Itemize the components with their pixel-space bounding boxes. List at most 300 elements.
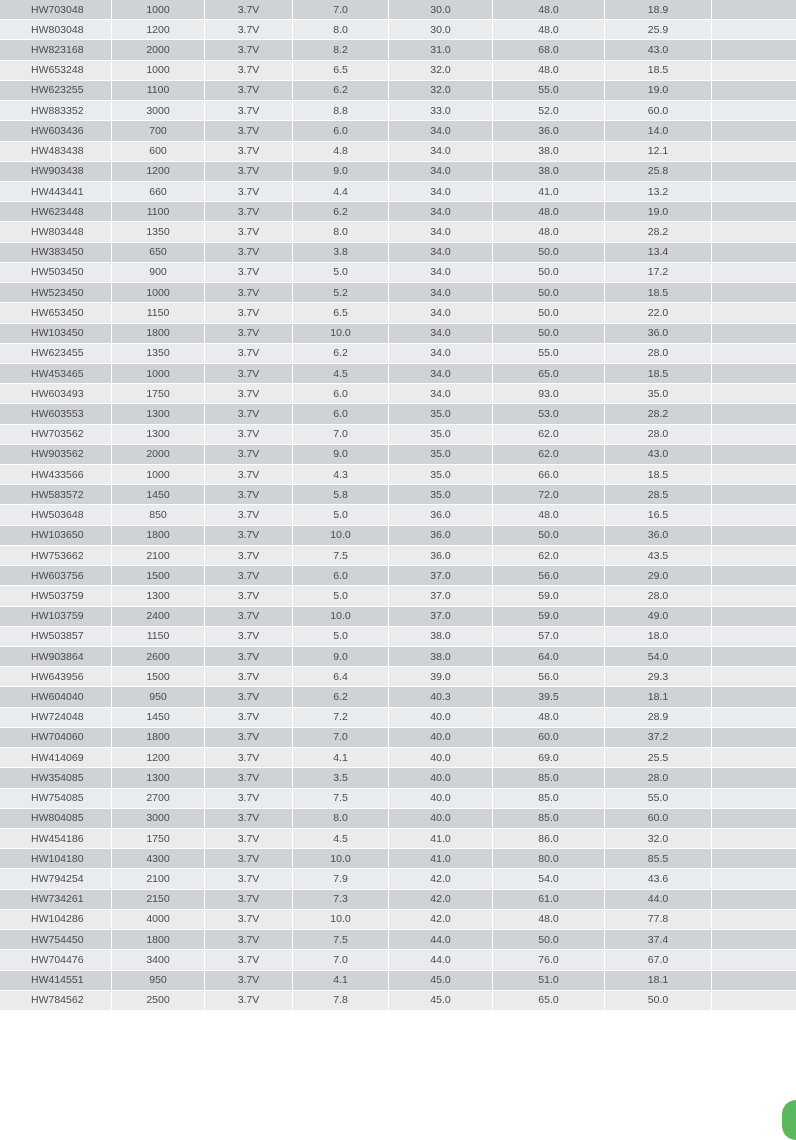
thickness-cell: 8.0	[293, 809, 389, 829]
thickness-cell: 7.0	[293, 0, 389, 20]
empty-cell	[712, 425, 796, 445]
model-cell: HW753662	[0, 546, 112, 566]
width-cell: 45.0	[389, 971, 493, 991]
model-cell: HW583572	[0, 485, 112, 505]
empty-cell	[712, 142, 796, 162]
empty-cell	[712, 283, 796, 303]
weight-cell: 18.9	[605, 0, 712, 20]
length-cell: 60.0	[493, 728, 605, 748]
length-cell: 56.0	[493, 667, 605, 687]
empty-cell	[712, 40, 796, 60]
empty-cell	[712, 505, 796, 525]
empty-cell	[712, 101, 796, 121]
thickness-cell: 5.0	[293, 263, 389, 283]
weight-cell: 25.5	[605, 748, 712, 768]
width-cell: 44.0	[389, 950, 493, 970]
capacity-cell: 650	[112, 243, 205, 263]
empty-cell	[712, 263, 796, 283]
length-cell: 36.0	[493, 121, 605, 141]
width-cell: 36.0	[389, 526, 493, 546]
capacity-cell: 1200	[112, 162, 205, 182]
table-row	[0, 263, 796, 283]
capacity-cell: 1300	[112, 425, 205, 445]
thickness-cell: 5.0	[293, 586, 389, 606]
table-row	[0, 647, 796, 667]
empty-cell	[712, 384, 796, 404]
length-cell: 50.0	[493, 930, 605, 950]
table-row	[0, 890, 796, 910]
capacity-cell: 1000	[112, 465, 205, 485]
width-cell: 32.0	[389, 81, 493, 101]
capacity-cell: 1500	[112, 566, 205, 586]
empty-cell	[712, 627, 796, 647]
voltage-cell: 3.7V	[205, 950, 293, 970]
table-row	[0, 849, 796, 869]
capacity-cell: 3000	[112, 809, 205, 829]
voltage-cell: 3.7V	[205, 869, 293, 889]
table-row	[0, 748, 796, 768]
length-cell: 59.0	[493, 607, 605, 627]
model-cell: HW903438	[0, 162, 112, 182]
thickness-cell: 5.0	[293, 627, 389, 647]
width-cell: 40.0	[389, 728, 493, 748]
table-row	[0, 162, 796, 182]
capacity-cell: 1500	[112, 667, 205, 687]
capacity-cell: 1800	[112, 324, 205, 344]
weight-cell: 77.8	[605, 910, 712, 930]
length-cell: 62.0	[493, 546, 605, 566]
model-cell: HW454186	[0, 829, 112, 849]
width-cell: 34.0	[389, 324, 493, 344]
table-row	[0, 667, 796, 687]
capacity-cell: 700	[112, 121, 205, 141]
table-row	[0, 708, 796, 728]
voltage-cell: 3.7V	[205, 425, 293, 445]
empty-cell	[712, 950, 796, 970]
length-cell: 39.5	[493, 687, 605, 707]
weight-cell: 37.4	[605, 930, 712, 950]
length-cell: 50.0	[493, 526, 605, 546]
table-row	[0, 142, 796, 162]
table-row	[0, 303, 796, 323]
weight-cell: 18.5	[605, 465, 712, 485]
model-cell: HW604040	[0, 687, 112, 707]
weight-cell: 29.0	[605, 566, 712, 586]
model-cell: HW383450	[0, 243, 112, 263]
width-cell: 30.0	[389, 0, 493, 20]
model-cell: HW623448	[0, 202, 112, 222]
width-cell: 37.0	[389, 586, 493, 606]
capacity-cell: 2600	[112, 647, 205, 667]
voltage-cell: 3.7V	[205, 748, 293, 768]
weight-cell: 36.0	[605, 324, 712, 344]
voltage-cell: 3.7V	[205, 303, 293, 323]
table-row	[0, 607, 796, 627]
empty-cell	[712, 708, 796, 728]
model-cell: HW704060	[0, 728, 112, 748]
length-cell: 52.0	[493, 101, 605, 121]
empty-cell	[712, 364, 796, 384]
model-cell: HW734261	[0, 890, 112, 910]
voltage-cell: 3.7V	[205, 728, 293, 748]
corner-badge	[782, 1100, 796, 1140]
length-cell: 55.0	[493, 81, 605, 101]
table-row	[0, 425, 796, 445]
model-cell: HW443441	[0, 182, 112, 202]
capacity-cell: 1300	[112, 586, 205, 606]
empty-cell	[712, 344, 796, 364]
capacity-cell: 950	[112, 687, 205, 707]
capacity-cell: 2100	[112, 869, 205, 889]
capacity-cell: 1100	[112, 81, 205, 101]
length-cell: 48.0	[493, 202, 605, 222]
model-cell: HW503759	[0, 586, 112, 606]
width-cell: 33.0	[389, 101, 493, 121]
table-row	[0, 789, 796, 809]
length-cell: 64.0	[493, 647, 605, 667]
voltage-cell: 3.7V	[205, 121, 293, 141]
weight-cell: 18.1	[605, 687, 712, 707]
table-row	[0, 546, 796, 566]
voltage-cell: 3.7V	[205, 687, 293, 707]
length-cell: 50.0	[493, 263, 605, 283]
weight-cell: 35.0	[605, 384, 712, 404]
width-cell: 34.0	[389, 364, 493, 384]
width-cell: 44.0	[389, 930, 493, 950]
table-row	[0, 930, 796, 950]
thickness-cell: 3.8	[293, 243, 389, 263]
voltage-cell: 3.7V	[205, 971, 293, 991]
empty-cell	[712, 768, 796, 788]
voltage-cell: 3.7V	[205, 0, 293, 20]
model-cell: HW503450	[0, 263, 112, 283]
weight-cell: 17.2	[605, 263, 712, 283]
model-cell: HW623455	[0, 344, 112, 364]
model-cell: HW603493	[0, 384, 112, 404]
empty-cell	[712, 586, 796, 606]
table-row	[0, 465, 796, 485]
capacity-cell: 1800	[112, 526, 205, 546]
empty-cell	[712, 829, 796, 849]
capacity-cell: 950	[112, 971, 205, 991]
length-cell: 50.0	[493, 243, 605, 263]
thickness-cell: 8.2	[293, 40, 389, 60]
thickness-cell: 10.0	[293, 910, 389, 930]
thickness-cell: 7.2	[293, 708, 389, 728]
weight-cell: 18.1	[605, 971, 712, 991]
empty-cell	[712, 404, 796, 424]
model-cell: HW703048	[0, 0, 112, 20]
length-cell: 50.0	[493, 303, 605, 323]
model-cell: HW653248	[0, 61, 112, 81]
width-cell: 34.0	[389, 384, 493, 404]
model-cell: HW754085	[0, 789, 112, 809]
model-cell: HW603553	[0, 404, 112, 424]
model-cell: HW503857	[0, 627, 112, 647]
length-cell: 50.0	[493, 324, 605, 344]
width-cell: 31.0	[389, 40, 493, 60]
capacity-cell: 1350	[112, 344, 205, 364]
weight-cell: 18.0	[605, 627, 712, 647]
width-cell: 38.0	[389, 627, 493, 647]
thickness-cell: 7.5	[293, 789, 389, 809]
thickness-cell: 8.0	[293, 20, 389, 40]
empty-cell	[712, 849, 796, 869]
length-cell: 50.0	[493, 283, 605, 303]
capacity-cell: 1150	[112, 303, 205, 323]
voltage-cell: 3.7V	[205, 404, 293, 424]
voltage-cell: 3.7V	[205, 849, 293, 869]
thickness-cell: 10.0	[293, 607, 389, 627]
width-cell: 37.0	[389, 607, 493, 627]
voltage-cell: 3.7V	[205, 263, 293, 283]
model-cell: HW483438	[0, 142, 112, 162]
length-cell: 85.0	[493, 809, 605, 829]
length-cell: 86.0	[493, 829, 605, 849]
voltage-cell: 3.7V	[205, 586, 293, 606]
capacity-cell: 600	[112, 142, 205, 162]
length-cell: 65.0	[493, 991, 605, 1011]
width-cell: 35.0	[389, 465, 493, 485]
table-row	[0, 526, 796, 546]
empty-cell	[712, 910, 796, 930]
capacity-cell: 850	[112, 505, 205, 525]
model-cell: HW603756	[0, 566, 112, 586]
weight-cell: 32.0	[605, 829, 712, 849]
thickness-cell: 5.8	[293, 485, 389, 505]
capacity-cell: 1800	[112, 930, 205, 950]
width-cell: 40.0	[389, 789, 493, 809]
length-cell: 66.0	[493, 465, 605, 485]
voltage-cell: 3.7V	[205, 222, 293, 242]
weight-cell: 29.3	[605, 667, 712, 687]
voltage-cell: 3.7V	[205, 283, 293, 303]
weight-cell: 54.0	[605, 647, 712, 667]
width-cell: 34.0	[389, 263, 493, 283]
weight-cell: 22.0	[605, 303, 712, 323]
empty-cell	[712, 789, 796, 809]
model-cell: HW803448	[0, 222, 112, 242]
weight-cell: 19.0	[605, 81, 712, 101]
length-cell: 80.0	[493, 849, 605, 869]
model-cell: HW784562	[0, 991, 112, 1011]
length-cell: 62.0	[493, 425, 605, 445]
width-cell: 40.0	[389, 708, 493, 728]
thickness-cell: 4.1	[293, 748, 389, 768]
thickness-cell: 6.5	[293, 303, 389, 323]
table-row	[0, 971, 796, 991]
capacity-cell: 1750	[112, 384, 205, 404]
capacity-cell: 2700	[112, 789, 205, 809]
voltage-cell: 3.7V	[205, 930, 293, 950]
model-cell: HW414069	[0, 748, 112, 768]
voltage-cell: 3.7V	[205, 910, 293, 930]
length-cell: 48.0	[493, 708, 605, 728]
capacity-cell: 1300	[112, 404, 205, 424]
empty-cell	[712, 20, 796, 40]
length-cell: 38.0	[493, 162, 605, 182]
model-cell: HW724048	[0, 708, 112, 728]
width-cell: 34.0	[389, 162, 493, 182]
length-cell: 48.0	[493, 20, 605, 40]
weight-cell: 13.4	[605, 243, 712, 263]
width-cell: 34.0	[389, 182, 493, 202]
capacity-cell: 1350	[112, 222, 205, 242]
table-row	[0, 404, 796, 424]
weight-cell: 28.2	[605, 222, 712, 242]
weight-cell: 67.0	[605, 950, 712, 970]
capacity-cell: 900	[112, 263, 205, 283]
empty-cell	[712, 0, 796, 20]
capacity-cell: 2500	[112, 991, 205, 1011]
width-cell: 34.0	[389, 142, 493, 162]
width-cell: 41.0	[389, 849, 493, 869]
model-cell: HW433566	[0, 465, 112, 485]
length-cell: 68.0	[493, 40, 605, 60]
capacity-cell: 1000	[112, 0, 205, 20]
thickness-cell: 8.0	[293, 222, 389, 242]
length-cell: 76.0	[493, 950, 605, 970]
voltage-cell: 3.7V	[205, 101, 293, 121]
weight-cell: 37.2	[605, 728, 712, 748]
capacity-cell: 2150	[112, 890, 205, 910]
thickness-cell: 7.5	[293, 930, 389, 950]
empty-cell	[712, 809, 796, 829]
thickness-cell: 6.4	[293, 667, 389, 687]
voltage-cell: 3.7V	[205, 890, 293, 910]
empty-cell	[712, 869, 796, 889]
voltage-cell: 3.7V	[205, 142, 293, 162]
capacity-cell: 1000	[112, 61, 205, 81]
length-cell: 55.0	[493, 344, 605, 364]
empty-cell	[712, 748, 796, 768]
width-cell: 40.3	[389, 687, 493, 707]
table-row	[0, 324, 796, 344]
weight-cell: 43.0	[605, 40, 712, 60]
weight-cell: 55.0	[605, 789, 712, 809]
voltage-cell: 3.7V	[205, 162, 293, 182]
table-row	[0, 384, 796, 404]
voltage-cell: 3.7V	[205, 445, 293, 465]
thickness-cell: 7.8	[293, 991, 389, 1011]
thickness-cell: 3.5	[293, 768, 389, 788]
length-cell: 53.0	[493, 404, 605, 424]
length-cell: 62.0	[493, 445, 605, 465]
capacity-cell: 3400	[112, 950, 205, 970]
table-row	[0, 485, 796, 505]
empty-cell	[712, 647, 796, 667]
thickness-cell: 6.2	[293, 202, 389, 222]
length-cell: 48.0	[493, 61, 605, 81]
capacity-cell: 1450	[112, 485, 205, 505]
empty-cell	[712, 971, 796, 991]
thickness-cell: 6.0	[293, 404, 389, 424]
width-cell: 35.0	[389, 425, 493, 445]
thickness-cell: 4.3	[293, 465, 389, 485]
weight-cell: 43.0	[605, 445, 712, 465]
voltage-cell: 3.7V	[205, 789, 293, 809]
empty-cell	[712, 121, 796, 141]
weight-cell: 28.2	[605, 404, 712, 424]
weight-cell: 18.5	[605, 283, 712, 303]
voltage-cell: 3.7V	[205, 546, 293, 566]
empty-cell	[712, 930, 796, 950]
length-cell: 54.0	[493, 869, 605, 889]
table-row	[0, 687, 796, 707]
thickness-cell: 6.2	[293, 81, 389, 101]
width-cell: 42.0	[389, 910, 493, 930]
length-cell: 69.0	[493, 748, 605, 768]
model-cell: HW354085	[0, 768, 112, 788]
table-row	[0, 101, 796, 121]
thickness-cell: 6.0	[293, 384, 389, 404]
weight-cell: 44.0	[605, 890, 712, 910]
width-cell: 40.0	[389, 748, 493, 768]
width-cell: 36.0	[389, 505, 493, 525]
thickness-cell: 4.5	[293, 364, 389, 384]
width-cell: 34.0	[389, 243, 493, 263]
voltage-cell: 3.7V	[205, 344, 293, 364]
width-cell: 37.0	[389, 566, 493, 586]
voltage-cell: 3.7V	[205, 566, 293, 586]
empty-cell	[712, 546, 796, 566]
empty-cell	[712, 687, 796, 707]
thickness-cell: 7.9	[293, 869, 389, 889]
length-cell: 48.0	[493, 0, 605, 20]
voltage-cell: 3.7V	[205, 485, 293, 505]
weight-cell: 28.9	[605, 708, 712, 728]
voltage-cell: 3.7V	[205, 202, 293, 222]
table-row	[0, 910, 796, 930]
width-cell: 34.0	[389, 283, 493, 303]
width-cell: 34.0	[389, 344, 493, 364]
thickness-cell: 6.2	[293, 687, 389, 707]
length-cell: 65.0	[493, 364, 605, 384]
thickness-cell: 7.0	[293, 425, 389, 445]
empty-cell	[712, 222, 796, 242]
model-cell: HW804085	[0, 809, 112, 829]
model-cell: HW643956	[0, 667, 112, 687]
capacity-cell: 1450	[112, 708, 205, 728]
weight-cell: 25.9	[605, 20, 712, 40]
table-row	[0, 0, 796, 20]
empty-cell	[712, 566, 796, 586]
thickness-cell: 5.0	[293, 505, 389, 525]
length-cell: 48.0	[493, 910, 605, 930]
weight-cell: 28.0	[605, 768, 712, 788]
weight-cell: 13.2	[605, 182, 712, 202]
weight-cell: 18.5	[605, 364, 712, 384]
model-cell: HW104180	[0, 849, 112, 869]
width-cell: 38.0	[389, 647, 493, 667]
model-cell: HW803048	[0, 20, 112, 40]
empty-cell	[712, 485, 796, 505]
weight-cell: 43.5	[605, 546, 712, 566]
weight-cell: 18.5	[605, 61, 712, 81]
weight-cell: 14.0	[605, 121, 712, 141]
table-row	[0, 243, 796, 263]
capacity-cell: 3000	[112, 101, 205, 121]
model-cell: HW794254	[0, 869, 112, 889]
empty-cell	[712, 445, 796, 465]
table-row	[0, 81, 796, 101]
capacity-cell: 1300	[112, 768, 205, 788]
weight-cell: 28.0	[605, 425, 712, 445]
weight-cell: 60.0	[605, 809, 712, 829]
voltage-cell: 3.7V	[205, 768, 293, 788]
length-cell: 51.0	[493, 971, 605, 991]
table-row	[0, 364, 796, 384]
